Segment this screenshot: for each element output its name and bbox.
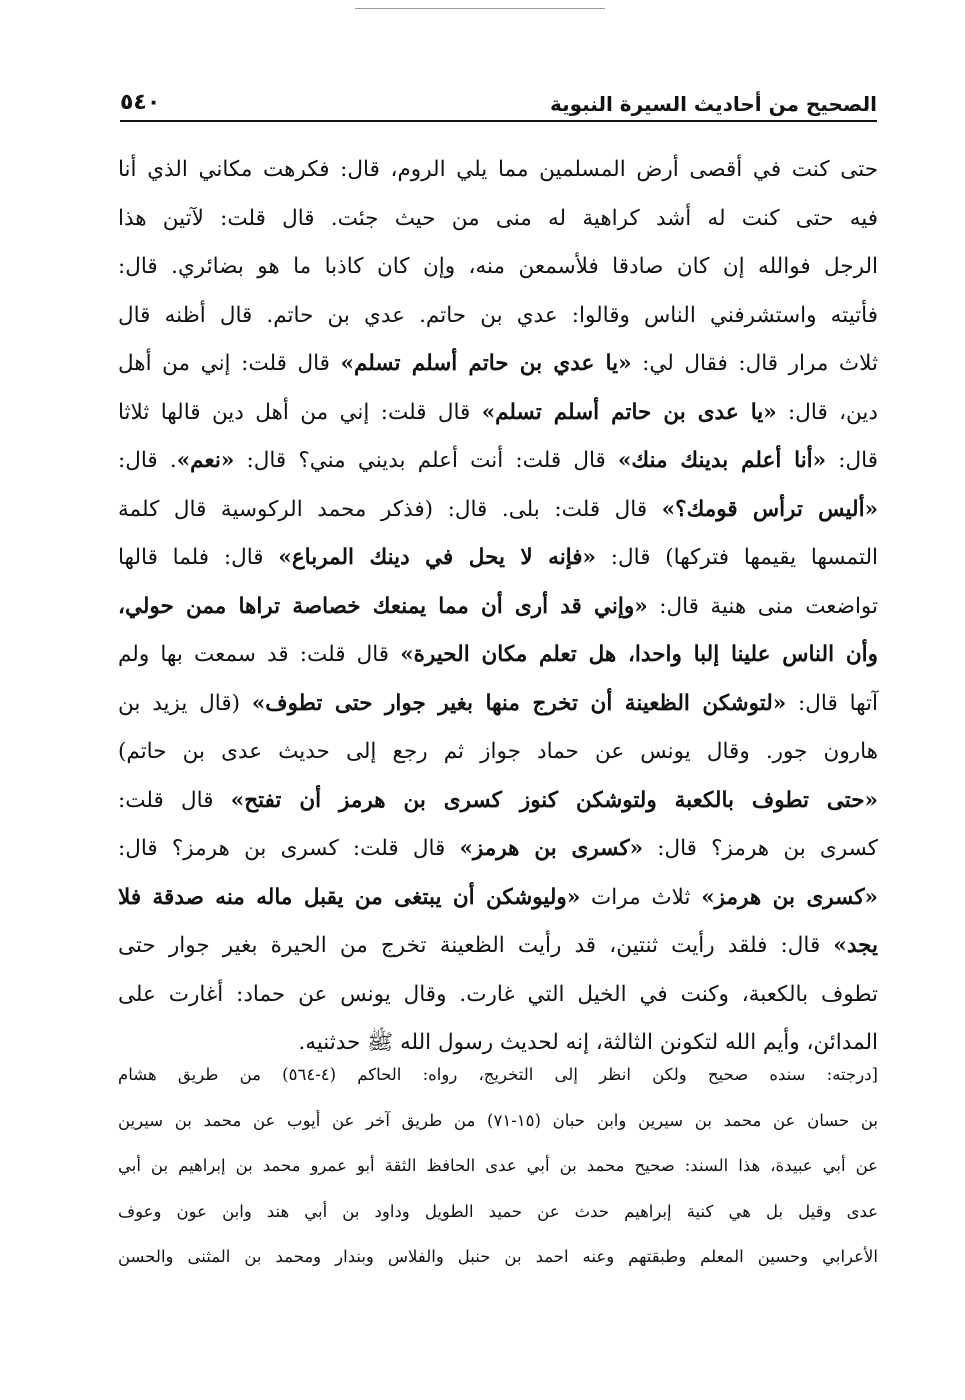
prophetic-quote: «كسرى بن هرمز» (701, 884, 878, 910)
prophetic-quote: «نعم» (176, 448, 235, 473)
text-line-14 (118, 777, 878, 826)
text-line-12 (118, 680, 878, 729)
narration: آتها قال: (786, 690, 878, 716)
narration: قال قلت: (118, 787, 231, 813)
narration: كسرى بن هرمز؟ قال: (643, 836, 878, 861)
main-text (118, 146, 878, 1068)
text-line-10 (118, 583, 878, 632)
narration: ثلاث مرات (580, 884, 702, 910)
page-number: ٥٤٠ (120, 90, 161, 115)
narration: قال: فلما قالها (118, 545, 279, 570)
text-line-8 (118, 486, 878, 535)
narration: قال قلت: أنت أعلم بديني مني؟ قال: (234, 448, 618, 473)
narration: قال قلت: إني من أهل (118, 351, 341, 376)
text-line-19: المدائن، وأيم الله لتكونن الثالثة، إنه لحديث رسول الله ﷺ حدثنيه. (298, 1030, 878, 1055)
top-edge-rule (355, 8, 605, 9)
narration: قال: (826, 448, 878, 473)
footnote (118, 1052, 878, 1280)
prophetic-quote: وأن الناس علينا إلبا واحدا، هل تعلم مكان الحيرة» (400, 642, 878, 667)
narration: قال قلت: قد سمعت بها ولم (118, 642, 401, 667)
footnote-line-2: بن حسان عن محمد بن سيرين وابن حبان (١٥-٧١) من طريق آخر عن أيوب عن محمد بن سيرين (118, 1110, 878, 1130)
text-line-6 (118, 389, 878, 438)
text-line-7 (118, 437, 878, 486)
footnote-line-5: الأعرابي وحسين المعلم وطبقتهم وعنه احمد بن حنبل والفلاس وبندار ومحمد بن المثنى والحسن (118, 1247, 878, 1266)
header-rule (120, 120, 877, 122)
footnote-line-3: عن أبي عبيدة، هذا السند: صحيح محمد بن أبي عدى الحافظ الثقة أبو عمرو محمد بن إبراهيم بن أبي (118, 1156, 878, 1175)
prophetic-quote: «وليوشكن أن يبتغى من يقبل ماله منه صدقة فلا (118, 884, 581, 910)
footnote-line-1: [درجته: سنده صحيح ولكن انظر إلى التخريج، رواه: الحاكم (٤-٥٦٤) من طريق هشام (118, 1065, 878, 1084)
narration: دين، قال: (776, 399, 878, 425)
narration: قال قلت: بلى. قال: (فذكر محمد الركوسية قال كلمة (118, 496, 662, 522)
running-title: الصحيح من أحاديث السيرة النبوية (549, 92, 877, 116)
narration: (قال يزيد بن (118, 690, 252, 716)
text-line-11 (118, 631, 878, 680)
text-line-1: حتى كنت في أقصى أرض المسلمين مما يلي الروم، قال: فكرهت مكاني الذي أنا (118, 157, 878, 182)
prophetic-quote: «أنا أعلم بدينك منك» (617, 448, 827, 473)
text-line-9 (118, 534, 878, 583)
text-line-13: هارون جور. وقال يونس عن حماد جواز ثم رجع إلى حديث عدى بن حاتم) (118, 739, 878, 764)
text-line-15 (118, 825, 878, 874)
text-line-16 (118, 874, 878, 923)
prophetic-quote: يجد» (833, 933, 878, 958)
prophetic-quote: «أليس ترأس قومك؟» (661, 496, 879, 522)
text-line-18: تطوف بالكعبة، وكنت في الخيل التي غارت. وقال يونس عن حماد: أغارت على (118, 981, 878, 1007)
narration: تواضعت منى هنية قال: (647, 593, 879, 619)
narration: قال قلت: كسرى بن هرمز؟ قال: (118, 836, 460, 861)
prophetic-quote: «حتى تطوف بالكعبة ولتوشكن كنوز كسرى بن هرمز أن تفتح» (230, 787, 878, 813)
prophetic-quote: «كسرى بن هرمز» (459, 836, 644, 861)
text-line-3: الرجل فوالله إن كان صادقا فلأسمعن منه، وإن كان كاذبا ما هو بضائري. قال: (118, 254, 878, 279)
narration: . قال: (118, 448, 177, 473)
narration: ثلاث مرار قال: فقال لي: (631, 351, 878, 376)
prophetic-quote: «لتوشكن الظعينة أن تخرج منها بغير جوار حتى تطوف» (251, 690, 787, 716)
prophetic-quote: «فإنه لا يحل في دينك المرباع» (278, 545, 596, 570)
prophetic-quote: «يا عدي بن حاتم أسلم تسلم» (340, 351, 632, 376)
text-line-17 (118, 922, 878, 971)
narration: قال: فلقد رأيت ثنتين، قد رأيت الظعينة تخرج من الحيرة بغير جوار حتى (118, 933, 834, 958)
text-line-5 (118, 340, 878, 389)
prophetic-quote: «وإني قد أرى أن مما يمنعك خصاصة تراها ممن حولي، (118, 593, 648, 619)
text-line-4: فأتيته واستشرفني الناس وقالوا: عدي بن حاتم. عدي بن حاتم. قال أظنه قال (118, 302, 878, 328)
footnote-line-4: عدى وقيل بل هي كنية إبراهيم حدث عن حميد الطويل وداود بن أبي هند وابن عون وعوف (118, 1201, 878, 1221)
page-header (120, 86, 877, 126)
narration: قال قلت: إني من أهل دين قالها ثلاثا (118, 399, 482, 425)
prophetic-quote: «يا عدى بن حاتم أسلم تسلم» (481, 399, 777, 425)
text-line-2: فيه حتى كنت له أشد كراهية له منى من حيث جئت. قال قلت: لآتين هذا (118, 205, 878, 231)
narration: التمسها يقيمها فتركها) قال: (595, 545, 878, 570)
